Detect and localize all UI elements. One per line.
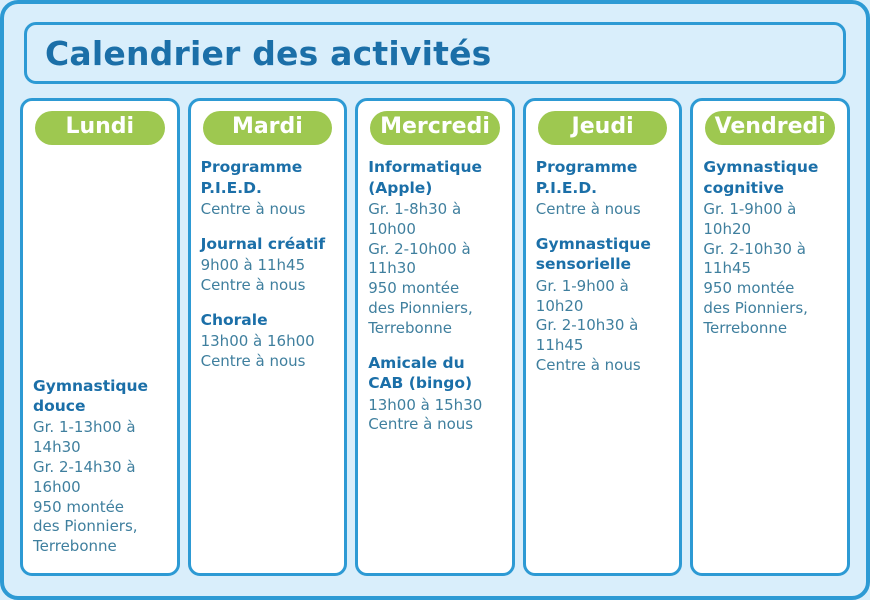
activity-entry xyxy=(536,157,670,220)
activity-list xyxy=(536,157,670,376)
activity-detail-line: Gr. 1-9h00 à 10h20 xyxy=(535,276,629,315)
activity-detail-line: Centre à nous xyxy=(200,276,306,295)
day-column xyxy=(523,98,683,576)
activity-name: Programme P.I.E.D. xyxy=(535,158,638,197)
day-column xyxy=(690,98,850,576)
activity-detail-line: 13h00 à 15h30 xyxy=(368,395,483,414)
activity-detail-line: Gr. 2-10h30 à 11h45 xyxy=(535,316,639,355)
activity-detail-line: Gr. 1-8h30 à 10h00 xyxy=(368,200,462,238)
activity-entry xyxy=(703,157,837,338)
activity-detail-line: 13h00 à 16h00 xyxy=(200,332,315,351)
day-column xyxy=(20,98,180,576)
activity-detail-line: Gr. 2-10h00 à 11h30 xyxy=(368,239,471,278)
activity-entry xyxy=(536,234,670,376)
activity-detail-line: 950 montée xyxy=(33,497,125,516)
activity-list xyxy=(703,157,837,338)
activity-entry xyxy=(201,157,335,220)
activity-name: Gymnastique sensorielle xyxy=(535,234,651,274)
activity-name: Journal créatif xyxy=(200,234,326,253)
activity-detail-line: Centre à nous xyxy=(200,200,306,219)
day-header-3: Mercredi xyxy=(370,111,500,145)
activity-name: Programme P.I.E.D. xyxy=(200,158,303,197)
day-header-4: Jeudi xyxy=(538,111,668,145)
activity-name: Chorale xyxy=(200,310,268,329)
page-title: Calendrier des activités xyxy=(45,33,492,73)
title-bar xyxy=(24,22,846,84)
activity-detail-line: 950 montée xyxy=(703,279,795,298)
day-columns xyxy=(20,98,850,576)
activity-entry xyxy=(201,310,335,372)
activity-detail-line: Gr. 2-10h30 à 11h45 xyxy=(703,239,806,278)
activity-entry xyxy=(368,157,502,338)
activity-detail-line: Gr. 1-13h00 à 14h30 xyxy=(33,418,136,457)
day-column xyxy=(188,98,348,576)
activity-list xyxy=(201,157,335,372)
activity-entry xyxy=(201,234,335,296)
activity-list xyxy=(368,157,502,435)
activity-detail-line: Terrebonne xyxy=(703,318,788,337)
day-header-5: Vendredi xyxy=(705,111,835,145)
activity-detail-line: Terrebonne xyxy=(368,318,452,337)
activity-name: Amicale du CAB (bingo) xyxy=(368,353,473,393)
activity-detail-line: Centre à nous xyxy=(535,355,641,374)
activity-detail-line: des Pionniers, xyxy=(33,517,138,536)
activity-entry xyxy=(368,353,502,436)
activity-entry xyxy=(33,376,167,557)
activity-detail-line: Centre à nous xyxy=(368,415,474,434)
day-column xyxy=(355,98,515,576)
activity-detail-line: 950 montée xyxy=(368,279,460,298)
day-header-2: Mardi xyxy=(203,111,333,145)
activity-detail-line: 9h00 à 11h45 xyxy=(200,256,306,275)
activity-detail-line: Centre à nous xyxy=(200,352,306,371)
activity-detail-line: Gr. 1-9h00 à 10h20 xyxy=(703,200,797,238)
activity-list xyxy=(33,157,167,563)
activity-name: Gymnastique cognitive xyxy=(703,158,819,197)
activity-name: Gymnastique douce xyxy=(33,376,149,415)
day-header-1: Lundi xyxy=(35,111,165,145)
activity-detail-line: des Pionniers, xyxy=(368,299,473,318)
activity-detail-line: Terrebonne xyxy=(33,537,117,556)
activity-name: Informatique (Apple) xyxy=(368,158,483,197)
activity-detail-line: Gr. 2-14h30 à 16h00 xyxy=(33,458,136,496)
activity-detail-line: Centre à nous xyxy=(535,200,641,219)
activity-detail-line: des Pionniers, xyxy=(703,299,808,318)
